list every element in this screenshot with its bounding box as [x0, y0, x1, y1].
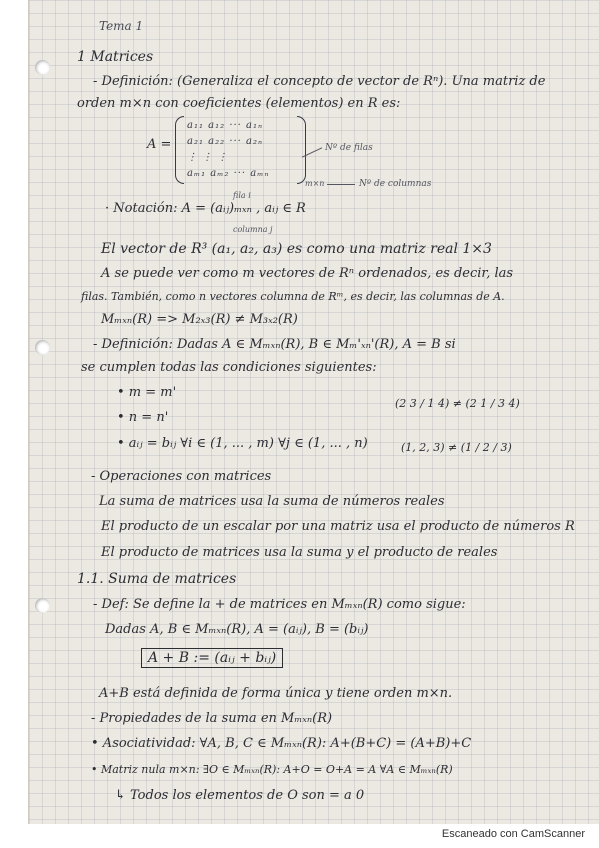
- note-line: El producto de matrices usa la suma y el producto de reales: [101, 545, 498, 560]
- matrix-row: a₁₁ a₁₂ ··· a₁ₙ: [187, 120, 264, 131]
- matrix-lhs: A =: [147, 137, 172, 152]
- notation-line: · Notación: A = (aᵢⱼ)ₘₓₙ , aᵢⱼ ∈ R: [105, 201, 306, 216]
- definition-line: orden m×n con coeficientes (elementos) en R es:: [77, 96, 401, 111]
- note-line: Mₘₓₙ(R) => M₂ₓ₃(R) ≠ M₃ₓ₂(R): [101, 312, 298, 327]
- annotation-arrow: [327, 184, 355, 185]
- binder-hole: [35, 60, 50, 75]
- notebook-page: [28, 0, 599, 824]
- subsection-line: - Operaciones con matrices: [91, 469, 272, 484]
- matrix-row: a₂₁ a₂₂ ··· a₂ₙ: [187, 136, 264, 147]
- condition-item: • m = m': [117, 385, 177, 400]
- binder-hole: [35, 598, 50, 613]
- section-heading: 1.1. Suma de matrices: [77, 571, 237, 587]
- boxed-formula: A + B := (aᵢⱼ + bᵢⱼ): [141, 648, 283, 668]
- right-parenthesis: [297, 116, 306, 184]
- fila-annotation: fila i: [233, 191, 251, 200]
- property-item: • Matriz nula m×n: ∃O ∈ Mₘₓₙ(R): A+O = O+A = A ∀A ∈ Mₘₓₙ(R): [91, 763, 453, 776]
- note-line: El vector de R³ (a₁, a₂, a₃) es como una matriz real 1×3: [101, 241, 492, 257]
- matrix-size: m×n: [305, 179, 325, 188]
- note-line: La suma de matrices usa la suma de números reales: [99, 494, 445, 509]
- rows-annotation: Nº de filas: [325, 143, 373, 153]
- section-heading: 1 Matrices: [77, 49, 154, 65]
- example-matrices: (2 3 / 1 4) ≠ (2 1 / 3 4): [395, 397, 520, 410]
- definition-line: se cumplen todas las condiciones siguientes:: [81, 360, 377, 375]
- definition-line: - Definición: (Generaliza el concepto de vector de Rⁿ). Una matriz de: [93, 74, 546, 89]
- binder-hole: [35, 340, 50, 355]
- left-parenthesis: [175, 116, 184, 184]
- condition-item: • aᵢⱼ = bᵢⱼ ∀i ∈ (1, ... , m) ∀j ∈ (1, ... , n): [117, 436, 368, 451]
- condition-item: • n = n': [117, 410, 169, 425]
- example-matrices: (1, 2, 3) ≠ (1 / 2 / 3): [401, 441, 512, 454]
- note-line: El producto de un escalar por una matriz usa el producto de números R: [101, 519, 575, 534]
- property-item: • Asociatividad: ∀A, B, C ∈ Mₘₓₙ(R): A+(B+C) = (A+B)+C: [91, 736, 472, 751]
- columns-annotation: Nº de columnas: [359, 179, 432, 189]
- definition-line: - Def: Se define la + de matrices en Mₘₓₙ(R) como sigue:: [93, 597, 466, 612]
- columna-annotation: columna j: [233, 225, 273, 234]
- page-title: Tema 1: [99, 19, 144, 33]
- matrix-row: ⋮ ⋮ ⋮: [187, 152, 229, 163]
- definition-line: - Definición: Dadas A ∈ Mₘₓₙ(R), B ∈ Mₘ'ₓₙ'(R), A = B si: [93, 337, 456, 352]
- property-subnote: ↳ Todos los elementos de O son = a 0: [115, 788, 365, 803]
- matrix-row: aₘ₁ aₘ₂ ··· aₘₙ: [187, 168, 270, 179]
- note-line: A se puede ver como m vectores de Rⁿ ordenados, es decir, las: [101, 266, 514, 281]
- note-line: A+B está definida de forma única y tiene orden m×n.: [99, 686, 453, 701]
- scanner-watermark: Escaneado con CamScanner: [441, 828, 585, 840]
- note-line: Dadas A, B ∈ Mₘₓₙ(R), A = (aᵢⱼ), B = (bᵢⱼ): [105, 622, 369, 637]
- subsection-line: - Propiedades de la suma en Mₘₓₙ(R): [91, 711, 333, 726]
- note-line: filas. También, como n vectores columna de Rᵐ, es decir, las columnas de A.: [81, 290, 505, 303]
